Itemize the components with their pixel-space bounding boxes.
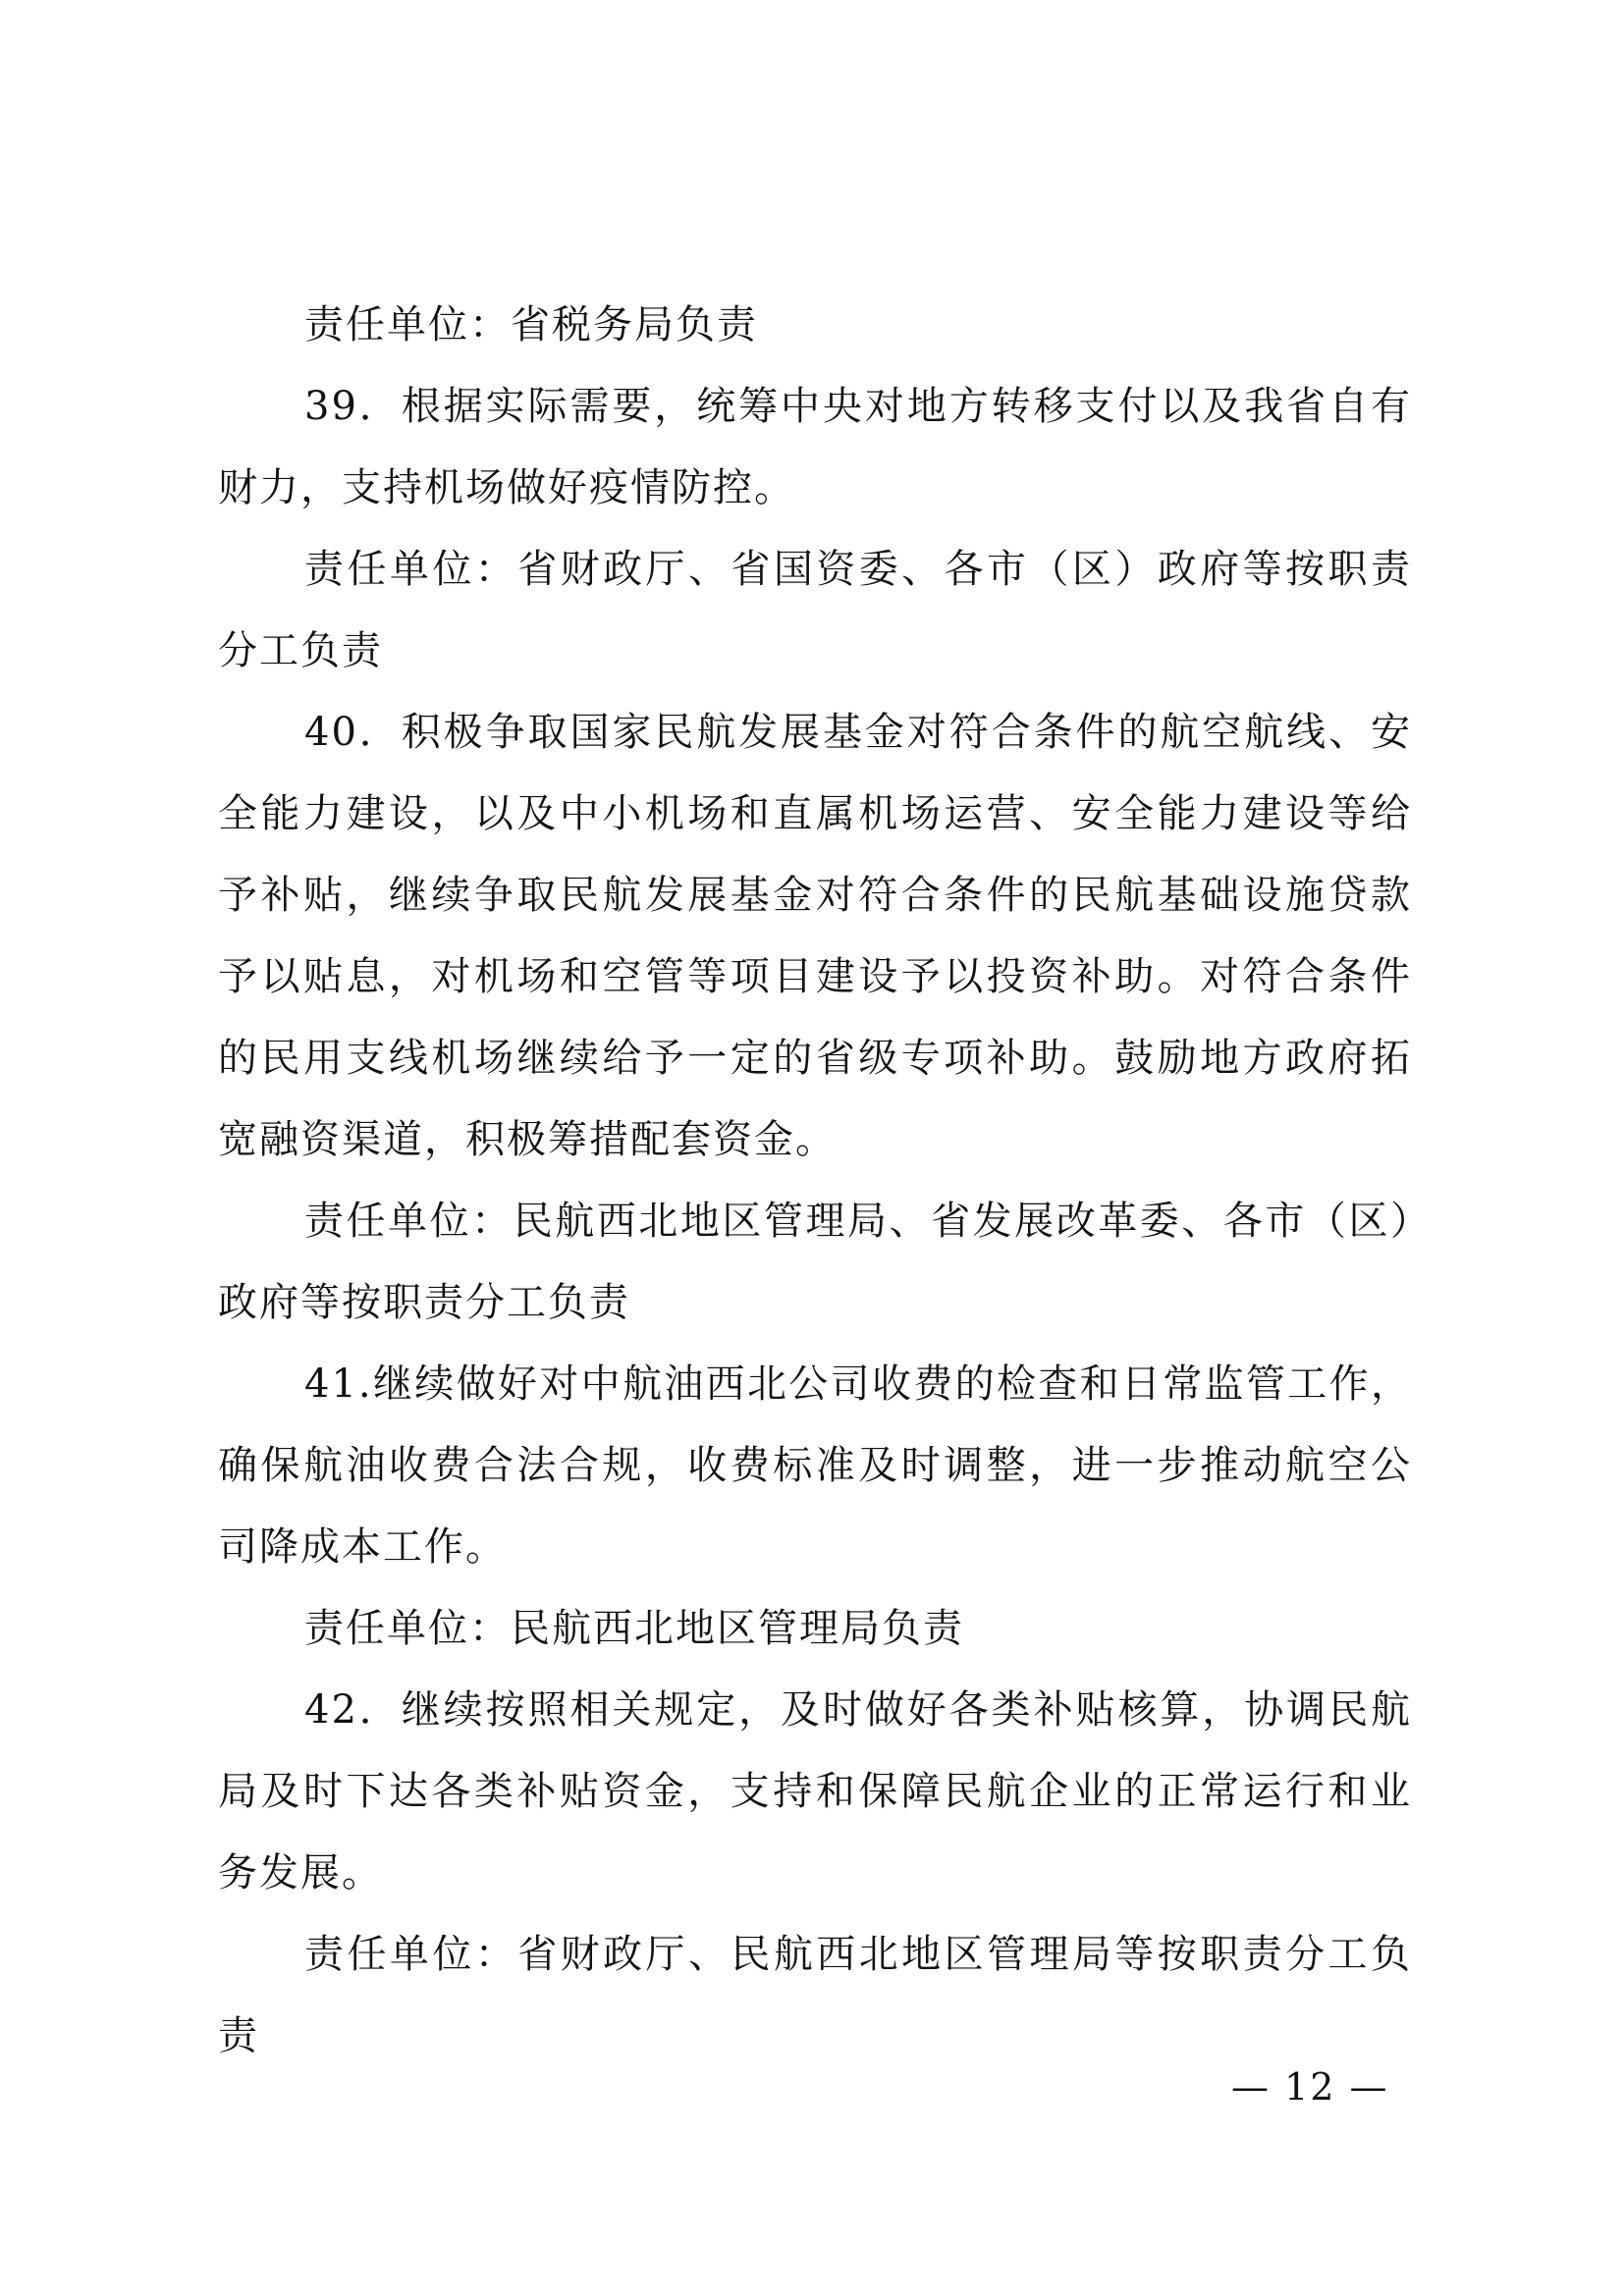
responsibility-paragraph: 责任单位：省财政厅、民航西北地区管理局等按职责分工负责 <box>218 1932 1412 2058</box>
item-41-paragraph: 41.继续做好对中航油西北公司收费的检查和日常监管工作，确保航油收费合法合规，收费标准及时调整，进一步推动航空公司降成本工作。 <box>218 1362 1412 1570</box>
item-42-paragraph: 42．继续按照相关规定，及时做好各类补贴核算，协调民航局及时下达各类补贴资金，支持和保障民航企业的正常运行和业务发展。 <box>218 1687 1412 1896</box>
item-39-paragraph: 39．根据实际需要，统筹中央对地方转移支付以及我省自有财力，支持机场做好疫情防控。 <box>218 384 1412 510</box>
item-40-paragraph: 40．积极争取国家民航发展基金对符合条件的航空航线、安全能力建设，以及中小机场和直属机场运营、安全能力建设等给予补贴，继续争取民航发展基金对符合条件的民航基础设施贷款予以贴息，对机场和空管等项目建设予以投资补助。对符合条件的民用支线机场继续给予一定的省级专项补助。鼓励地方政府拓宽融资渠道，积极筹措配套资金。 <box>218 710 1412 1162</box>
page-number: — 12 — <box>1231 2065 1389 2109</box>
responsibility-paragraph: 责任单位：民航西北地区管理局负责 <box>304 1606 964 1651</box>
responsibility-paragraph: 责任单位：省税务局负责 <box>304 302 758 347</box>
responsibility-paragraph: 责任单位：民航西北地区管理局、省发展改革委、各市（区）政府等按职责分工负责 <box>218 1199 1412 1325</box>
document-body <box>218 285 1412 2077</box>
responsibility-paragraph: 责任单位：省财政厅、省国资委、各市（区）政府等按职责分工负责 <box>218 547 1412 673</box>
